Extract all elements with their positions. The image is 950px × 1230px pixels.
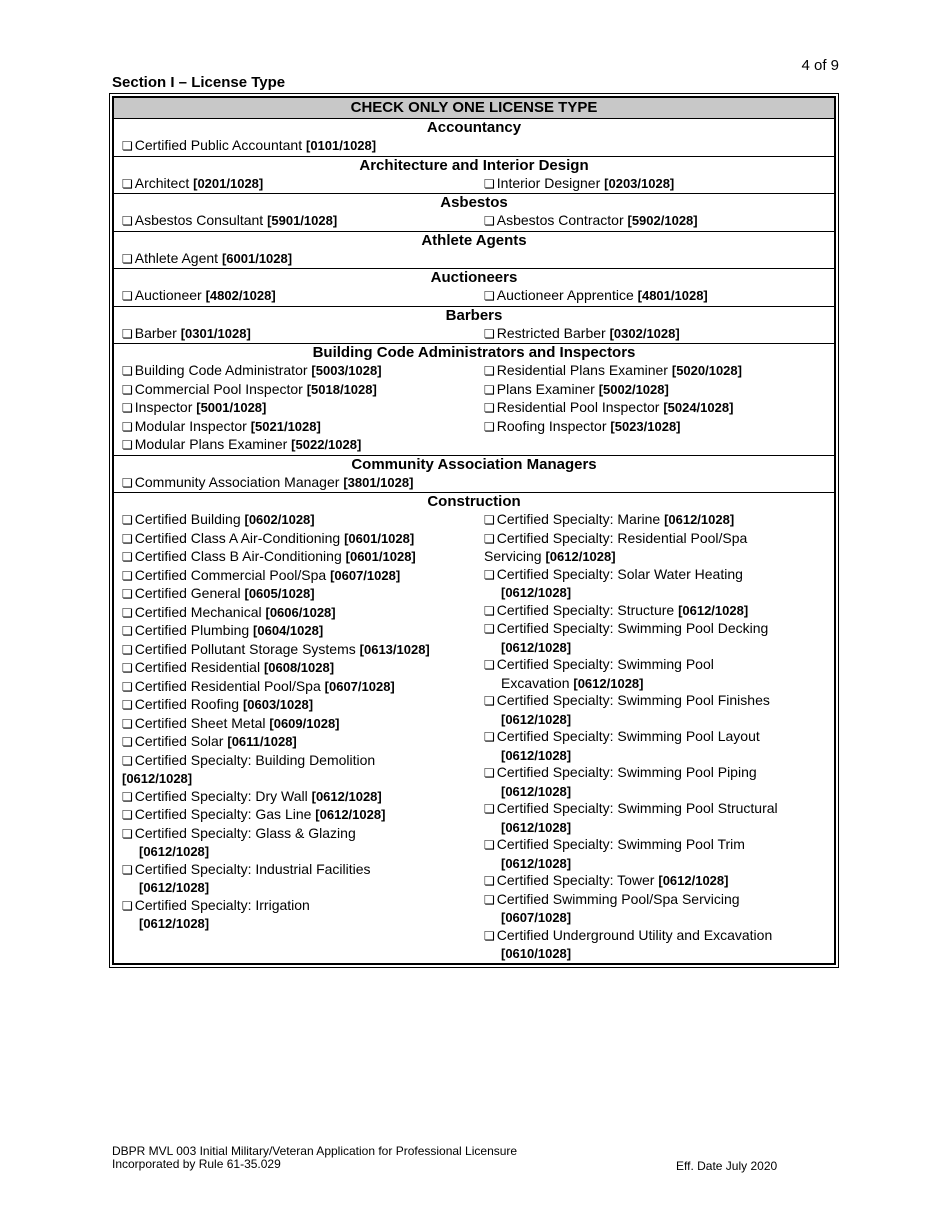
license-option[interactable] <box>122 548 484 567</box>
license-code: [5002/1028] <box>598 381 669 397</box>
license-option[interactable] <box>122 511 484 530</box>
category-header: Community Association Managers <box>114 455 834 474</box>
license-option[interactable] <box>484 175 824 194</box>
license-option-label: Certified Specialty: Swimming Pool Finishes <box>496 692 770 708</box>
license-code: [5018/1028] <box>306 381 377 397</box>
license-code: [0612/1028] <box>315 807 386 822</box>
license-option-label: Plans Examiner <box>496 380 599 397</box>
license-code: [0612/1028] <box>139 844 210 859</box>
right-column <box>484 137 824 156</box>
license-code-line <box>484 819 571 837</box>
category-header: Barbers <box>114 306 834 325</box>
license-code-line <box>484 711 571 729</box>
footer-left <box>112 1145 517 1171</box>
license-option-label: Residential Pool Inspector <box>496 399 664 415</box>
license-code: [0302/1028] <box>609 325 680 341</box>
license-option-label: Community Association Manager <box>134 473 344 490</box>
license-option[interactable] <box>122 752 484 788</box>
section-title: Section I – License Type <box>112 74 286 91</box>
license-code: [5024/1028] <box>663 400 734 415</box>
license-option-label: Asbestos Contractor <box>496 212 628 228</box>
license-code: [0613/1028] <box>359 641 430 657</box>
license-code-line <box>484 584 571 602</box>
license-option-label: Modular Plans Examiner <box>134 436 292 452</box>
license-option[interactable] <box>122 604 484 623</box>
license-option[interactable] <box>122 696 484 715</box>
checkbox-icon[interactable]: ❏ <box>122 624 133 638</box>
license-categories <box>114 119 834 963</box>
checkbox-icon[interactable]: ❏ <box>484 531 495 546</box>
license-option-label: Commercial Pool Inspector <box>134 380 307 397</box>
license-option-label: Certified Specialty: Swimming Pool Layout <box>496 728 760 744</box>
license-code: [5001/1028] <box>196 400 267 415</box>
license-code: [0612/1028] <box>501 783 572 799</box>
license-type-table <box>109 93 839 968</box>
license-option-label: Certified Residential Pool/Spa <box>134 677 325 694</box>
license-code-line <box>484 945 571 963</box>
license-code: [0607/1028] <box>324 678 395 694</box>
license-code-line <box>484 783 571 801</box>
license-option[interactable] <box>122 362 484 381</box>
license-option[interactable] <box>122 137 484 156</box>
license-option[interactable] <box>122 678 484 697</box>
category-header: Architecture and Interior Design <box>114 156 834 175</box>
category-header: Building Code Administrators and Inspectors <box>114 343 834 362</box>
license-option-label: Modular Inspector <box>134 417 251 434</box>
checkbox-icon[interactable]: ❏ <box>122 401 133 415</box>
license-code: [0612/1028] <box>311 788 382 804</box>
checkbox-icon[interactable]: ❏ <box>484 892 495 907</box>
license-option-label: Certified Specialty: Swimming Pool <box>496 656 714 672</box>
checkbox-icon[interactable]: ❏ <box>122 753 133 768</box>
checkbox-icon[interactable]: ❏ <box>484 567 495 582</box>
checkbox-icon[interactable]: ❏ <box>484 289 495 303</box>
license-option-label: Building Code Administrator <box>134 362 312 378</box>
license-option-label: Restricted Barber <box>496 324 610 341</box>
checkbox-icon[interactable]: ❏ <box>122 139 133 153</box>
license-option-label: Certified Specialty: Swimming Pool Trim <box>496 836 745 852</box>
category-options <box>114 250 834 269</box>
category-options <box>114 362 834 455</box>
license-option-label: Certified Class B Air-Conditioning <box>134 548 346 564</box>
license-code: [5021/1028] <box>250 418 321 434</box>
right-column <box>484 474 824 493</box>
license-option-label: Certified Class A Air-Conditioning <box>134 529 345 546</box>
license-code: [0612/1028] <box>139 880 210 895</box>
checkbox-icon[interactable]: ❏ <box>122 568 133 583</box>
license-option[interactable] <box>122 567 484 586</box>
license-option-label: Roofing Inspector <box>496 417 611 434</box>
checkbox-icon[interactable]: ❏ <box>122 419 133 434</box>
checkbox-icon[interactable]: ❏ <box>122 808 133 822</box>
checkbox-icon[interactable]: ❏ <box>122 862 133 877</box>
license-code-line <box>122 915 209 933</box>
license-code: [0612/1028] <box>139 916 210 931</box>
checkbox-icon[interactable]: ❏ <box>122 326 133 341</box>
license-option[interactable] <box>122 250 484 269</box>
license-option-label: Residential Plans Examiner <box>496 362 672 378</box>
checkbox-icon[interactable]: ❏ <box>484 694 495 708</box>
checkbox-icon[interactable]: ❏ <box>484 928 495 943</box>
footer-rule: Incorporated by Rule 61-35.029 <box>112 1157 281 1171</box>
license-code: [5901/1028] <box>267 213 338 228</box>
license-option-label: Certified Swimming Pool/Spa Servicing <box>496 890 740 907</box>
checkbox-icon[interactable]: ❏ <box>122 364 133 378</box>
license-option-label: Certified Specialty: Solar Water Heating <box>496 565 743 582</box>
license-code: [0203/1028] <box>604 175 675 191</box>
license-option-label: Certified Specialty: Swimming Pool Structural <box>496 800 778 816</box>
checkbox-icon[interactable]: ❏ <box>484 326 495 341</box>
checkbox-icon[interactable]: ❏ <box>122 289 133 303</box>
license-option-label: Certified Solar <box>134 733 228 749</box>
license-code: [0612/1028] <box>658 873 729 888</box>
license-option-label: Certified Specialty: Building Demolition <box>134 751 376 768</box>
license-code-line <box>484 639 571 657</box>
license-code: [0612/1028] <box>664 512 735 527</box>
license-option[interactable] <box>122 585 484 604</box>
license-code-line <box>122 843 209 861</box>
license-code: [5022/1028] <box>291 437 362 452</box>
checkbox-icon[interactable]: ❏ <box>122 605 133 620</box>
license-option-label: Certified Specialty: Residential Pool/Spa <box>496 529 748 546</box>
license-code: [0607/1028] <box>330 567 401 583</box>
license-code: [0601/1028] <box>345 549 416 564</box>
license-code: [0607/1028] <box>501 910 572 925</box>
category-header: Athlete Agents <box>114 231 834 250</box>
license-code: [0612/1028] <box>501 819 572 835</box>
license-option[interactable] <box>122 287 484 306</box>
license-code: [0601/1028] <box>344 530 415 546</box>
license-code-line <box>122 879 209 897</box>
checkbox-icon[interactable]: ❏ <box>484 382 495 397</box>
license-option[interactable] <box>484 511 824 530</box>
checkbox-icon[interactable]: ❏ <box>122 826 133 841</box>
checkbox-icon[interactable]: ❏ <box>122 475 133 490</box>
license-option-label: Certified Commercial Pool/Spa <box>134 566 331 583</box>
checkbox-icon[interactable]: ❏ <box>484 622 495 636</box>
license-option[interactable] <box>122 825 484 861</box>
checkbox-icon[interactable]: ❏ <box>484 730 495 744</box>
checkbox-icon[interactable]: ❏ <box>484 364 495 378</box>
checkbox-icon[interactable]: ❏ <box>484 513 495 527</box>
category-options <box>114 325 834 344</box>
license-code: [5902/1028] <box>627 213 698 228</box>
license-option[interactable] <box>484 566 824 602</box>
left-column <box>122 137 484 156</box>
right-column <box>484 212 824 231</box>
license-code: [0609/1028] <box>269 715 340 731</box>
license-code-line <box>484 909 571 927</box>
category-header: Construction <box>114 492 834 511</box>
license-option-label: Certified Specialty: Swimming Pool Piping <box>496 764 757 780</box>
license-option[interactable] <box>122 399 484 418</box>
license-code-line <box>484 747 571 765</box>
footer-effective-date: Eff. Date July 2020 <box>676 1159 778 1173</box>
category-header: Accountancy <box>426 119 522 136</box>
license-code: [3801/1028] <box>343 474 414 490</box>
license-code: [0612/1028] <box>501 855 572 871</box>
checkbox-icon[interactable]: ❏ <box>122 251 133 266</box>
checkbox-icon[interactable]: ❏ <box>484 658 495 672</box>
checkbox-icon[interactable]: ❏ <box>484 766 495 780</box>
checkbox-icon[interactable]: ❏ <box>122 176 133 191</box>
license-code: [4801/1028] <box>637 288 708 303</box>
license-option[interactable] <box>484 836 824 872</box>
license-option-label: Certified Specialty: Glass & Glazing <box>134 824 356 841</box>
checkbox-icon[interactable]: ❏ <box>122 898 133 913</box>
checkbox-icon[interactable]: ❏ <box>122 716 133 731</box>
license-code: [0604/1028] <box>253 623 324 638</box>
license-option[interactable] <box>484 620 824 656</box>
license-option[interactable] <box>484 602 824 621</box>
right-column <box>484 287 824 306</box>
license-option-label: Certified Specialty: Structure <box>496 601 679 618</box>
category-options <box>114 137 834 156</box>
checkbox-icon[interactable]: ❏ <box>484 419 495 434</box>
license-code: [0201/1028] <box>193 175 264 191</box>
category-options <box>114 212 834 231</box>
right-column <box>484 250 824 269</box>
category-options <box>114 287 834 306</box>
license-option-label: Certified Residential <box>134 659 264 675</box>
license-code: [0101/1028] <box>305 138 377 153</box>
license-code: [0612/1028] <box>501 747 572 763</box>
checkbox-icon[interactable]: ❏ <box>484 214 495 228</box>
license-option-label-cont: Servicing <box>484 548 546 564</box>
license-code: [4802/1028] <box>205 288 276 303</box>
table-header: CHECK ONLY ONE LICENSE TYPE <box>114 98 834 119</box>
license-option[interactable] <box>484 399 824 418</box>
checkbox-icon[interactable]: ❏ <box>484 176 495 191</box>
license-option[interactable] <box>122 474 484 493</box>
license-option-label: Architect <box>134 174 194 191</box>
license-code: [5020/1028] <box>671 363 742 378</box>
checkbox-icon[interactable]: ❏ <box>122 698 133 712</box>
license-option[interactable] <box>122 530 484 549</box>
left-column <box>122 511 484 963</box>
license-option[interactable] <box>484 927 824 963</box>
license-option-label: Certified Underground Utility and Excavation <box>496 926 773 943</box>
checkbox-icon[interactable]: ❏ <box>122 735 133 749</box>
license-option-label: Auctioneer <box>134 287 206 303</box>
license-code: [0612/1028] <box>573 675 644 691</box>
category-options <box>114 511 834 963</box>
category-options <box>114 175 834 194</box>
license-option-label-cont: Excavation <box>501 674 574 691</box>
license-option[interactable] <box>122 788 484 807</box>
checkbox-icon[interactable]: ❏ <box>484 401 495 415</box>
license-option[interactable] <box>122 733 484 752</box>
category-header: Asbestos <box>114 193 834 212</box>
license-code: [0605/1028] <box>244 586 315 601</box>
license-option-label: Certified Mechanical <box>134 603 266 620</box>
right-column <box>484 362 824 455</box>
license-option-label: Certified Plumbing <box>134 622 254 638</box>
left-column <box>122 474 484 493</box>
license-option-label: Certified General <box>134 585 245 601</box>
license-option[interactable] <box>484 418 824 437</box>
license-option-label: Certified Specialty: Marine <box>496 511 665 527</box>
checkbox-icon[interactable]: ❏ <box>122 382 133 397</box>
license-option[interactable] <box>484 764 824 800</box>
license-option[interactable] <box>484 212 824 231</box>
license-option[interactable] <box>122 175 484 194</box>
checkbox-icon[interactable]: ❏ <box>122 513 133 527</box>
license-option[interactable] <box>484 692 824 728</box>
license-code: [0608/1028] <box>263 660 335 675</box>
license-option[interactable] <box>484 381 824 400</box>
license-option[interactable] <box>122 659 484 678</box>
license-option[interactable] <box>122 381 484 400</box>
left-column <box>122 325 484 344</box>
license-code: [0612/1028] <box>545 549 616 564</box>
checkbox-icon[interactable]: ❏ <box>122 587 133 601</box>
checkbox-icon[interactable]: ❏ <box>484 802 495 816</box>
license-option-label: Auctioneer Apprentice <box>496 287 638 303</box>
checkbox-icon[interactable]: ❏ <box>122 214 133 228</box>
page-number: 4 of 9 <box>801 57 839 74</box>
license-option[interactable] <box>122 436 484 455</box>
license-code: [0603/1028] <box>242 697 314 712</box>
category-header: Auctioneers <box>114 268 834 287</box>
license-option[interactable] <box>122 861 484 897</box>
license-option[interactable] <box>122 897 484 933</box>
license-option[interactable] <box>484 800 824 836</box>
license-option-label: Certified Specialty: Swimming Pool Decking <box>496 620 769 636</box>
license-option[interactable] <box>122 622 484 641</box>
license-option-label: Certified Specialty: Gas Line <box>134 806 316 822</box>
license-option-label: Athlete Agent <box>134 249 222 266</box>
checkbox-icon[interactable]: ❏ <box>122 531 133 546</box>
license-code: [0612/1028] <box>122 771 193 786</box>
license-option-label: Certified Specialty: Industrial Facilities <box>134 860 371 877</box>
checkbox-icon[interactable]: ❏ <box>122 789 133 804</box>
license-option[interactable] <box>122 806 484 825</box>
license-code: [0612/1028] <box>501 585 572 600</box>
license-option-label: Asbestos Consultant <box>134 212 268 228</box>
license-option-label: Certified Specialty: Tower <box>496 872 659 888</box>
license-option[interactable] <box>122 418 484 437</box>
license-code: [0610/1028] <box>501 946 572 961</box>
checkbox-icon[interactable]: ❏ <box>122 642 133 657</box>
license-code: [5003/1028] <box>311 363 382 378</box>
license-option[interactable] <box>122 325 484 344</box>
license-code: [5023/1028] <box>610 418 681 434</box>
license-option[interactable] <box>122 715 484 734</box>
license-option-label: Certified Specialty: Irrigation <box>134 896 310 913</box>
license-option-label: Certified Sheet Metal <box>134 714 270 731</box>
left-column <box>122 362 484 455</box>
license-code: [0612/1028] <box>678 602 749 618</box>
right-column <box>484 175 824 194</box>
license-code: [0612/1028] <box>501 711 572 727</box>
license-option[interactable] <box>484 891 824 927</box>
license-option-label: Barber <box>134 324 181 341</box>
left-column <box>122 212 484 231</box>
license-option[interactable] <box>484 362 824 381</box>
checkbox-icon[interactable]: ❏ <box>122 661 133 675</box>
license-option-label: Interior Designer <box>496 174 605 191</box>
left-column <box>122 175 484 194</box>
footer-form-title: DBPR MVL 003 Initial Military/Veteran Application for Professional Licensure <box>112 1144 518 1158</box>
license-option[interactable] <box>122 641 484 660</box>
license-code-line <box>484 675 644 693</box>
category-options <box>114 474 834 493</box>
checkbox-icon[interactable]: ❏ <box>484 838 495 852</box>
license-option[interactable] <box>484 656 824 692</box>
license-option[interactable] <box>484 287 824 306</box>
license-option[interactable] <box>484 728 824 764</box>
license-code: [0611/1028] <box>227 734 297 749</box>
license-code: [0301/1028] <box>180 325 251 341</box>
license-option-label: Certified Specialty: Dry Wall <box>134 787 312 804</box>
right-column <box>484 511 824 963</box>
license-option[interactable] <box>122 212 484 231</box>
left-column <box>122 250 484 269</box>
license-option-label: Certified Pollutant Storage Systems <box>134 640 360 657</box>
checkbox-icon[interactable]: ❏ <box>484 874 495 888</box>
checkbox-icon[interactable]: ❏ <box>122 438 133 452</box>
license-code: [6001/1028] <box>221 250 293 266</box>
left-column <box>122 287 484 306</box>
license-option-label: Certified Public Accountant <box>134 137 306 153</box>
license-option[interactable] <box>484 872 824 891</box>
checkbox-icon[interactable]: ❏ <box>122 679 133 694</box>
license-code: [0602/1028] <box>244 512 315 527</box>
license-option-label: Inspector <box>134 399 197 415</box>
checkbox-icon[interactable]: ❏ <box>484 603 495 618</box>
checkbox-icon[interactable]: ❏ <box>122 550 133 564</box>
license-option-label: Certified Building <box>134 511 245 527</box>
license-option[interactable] <box>484 325 824 344</box>
right-column <box>484 325 824 344</box>
license-code: [0606/1028] <box>265 604 336 620</box>
license-option-label: Certified Roofing <box>134 696 243 712</box>
license-code: [0612/1028] <box>501 639 572 655</box>
license-option[interactable] <box>484 530 824 566</box>
license-code-line <box>484 855 571 873</box>
